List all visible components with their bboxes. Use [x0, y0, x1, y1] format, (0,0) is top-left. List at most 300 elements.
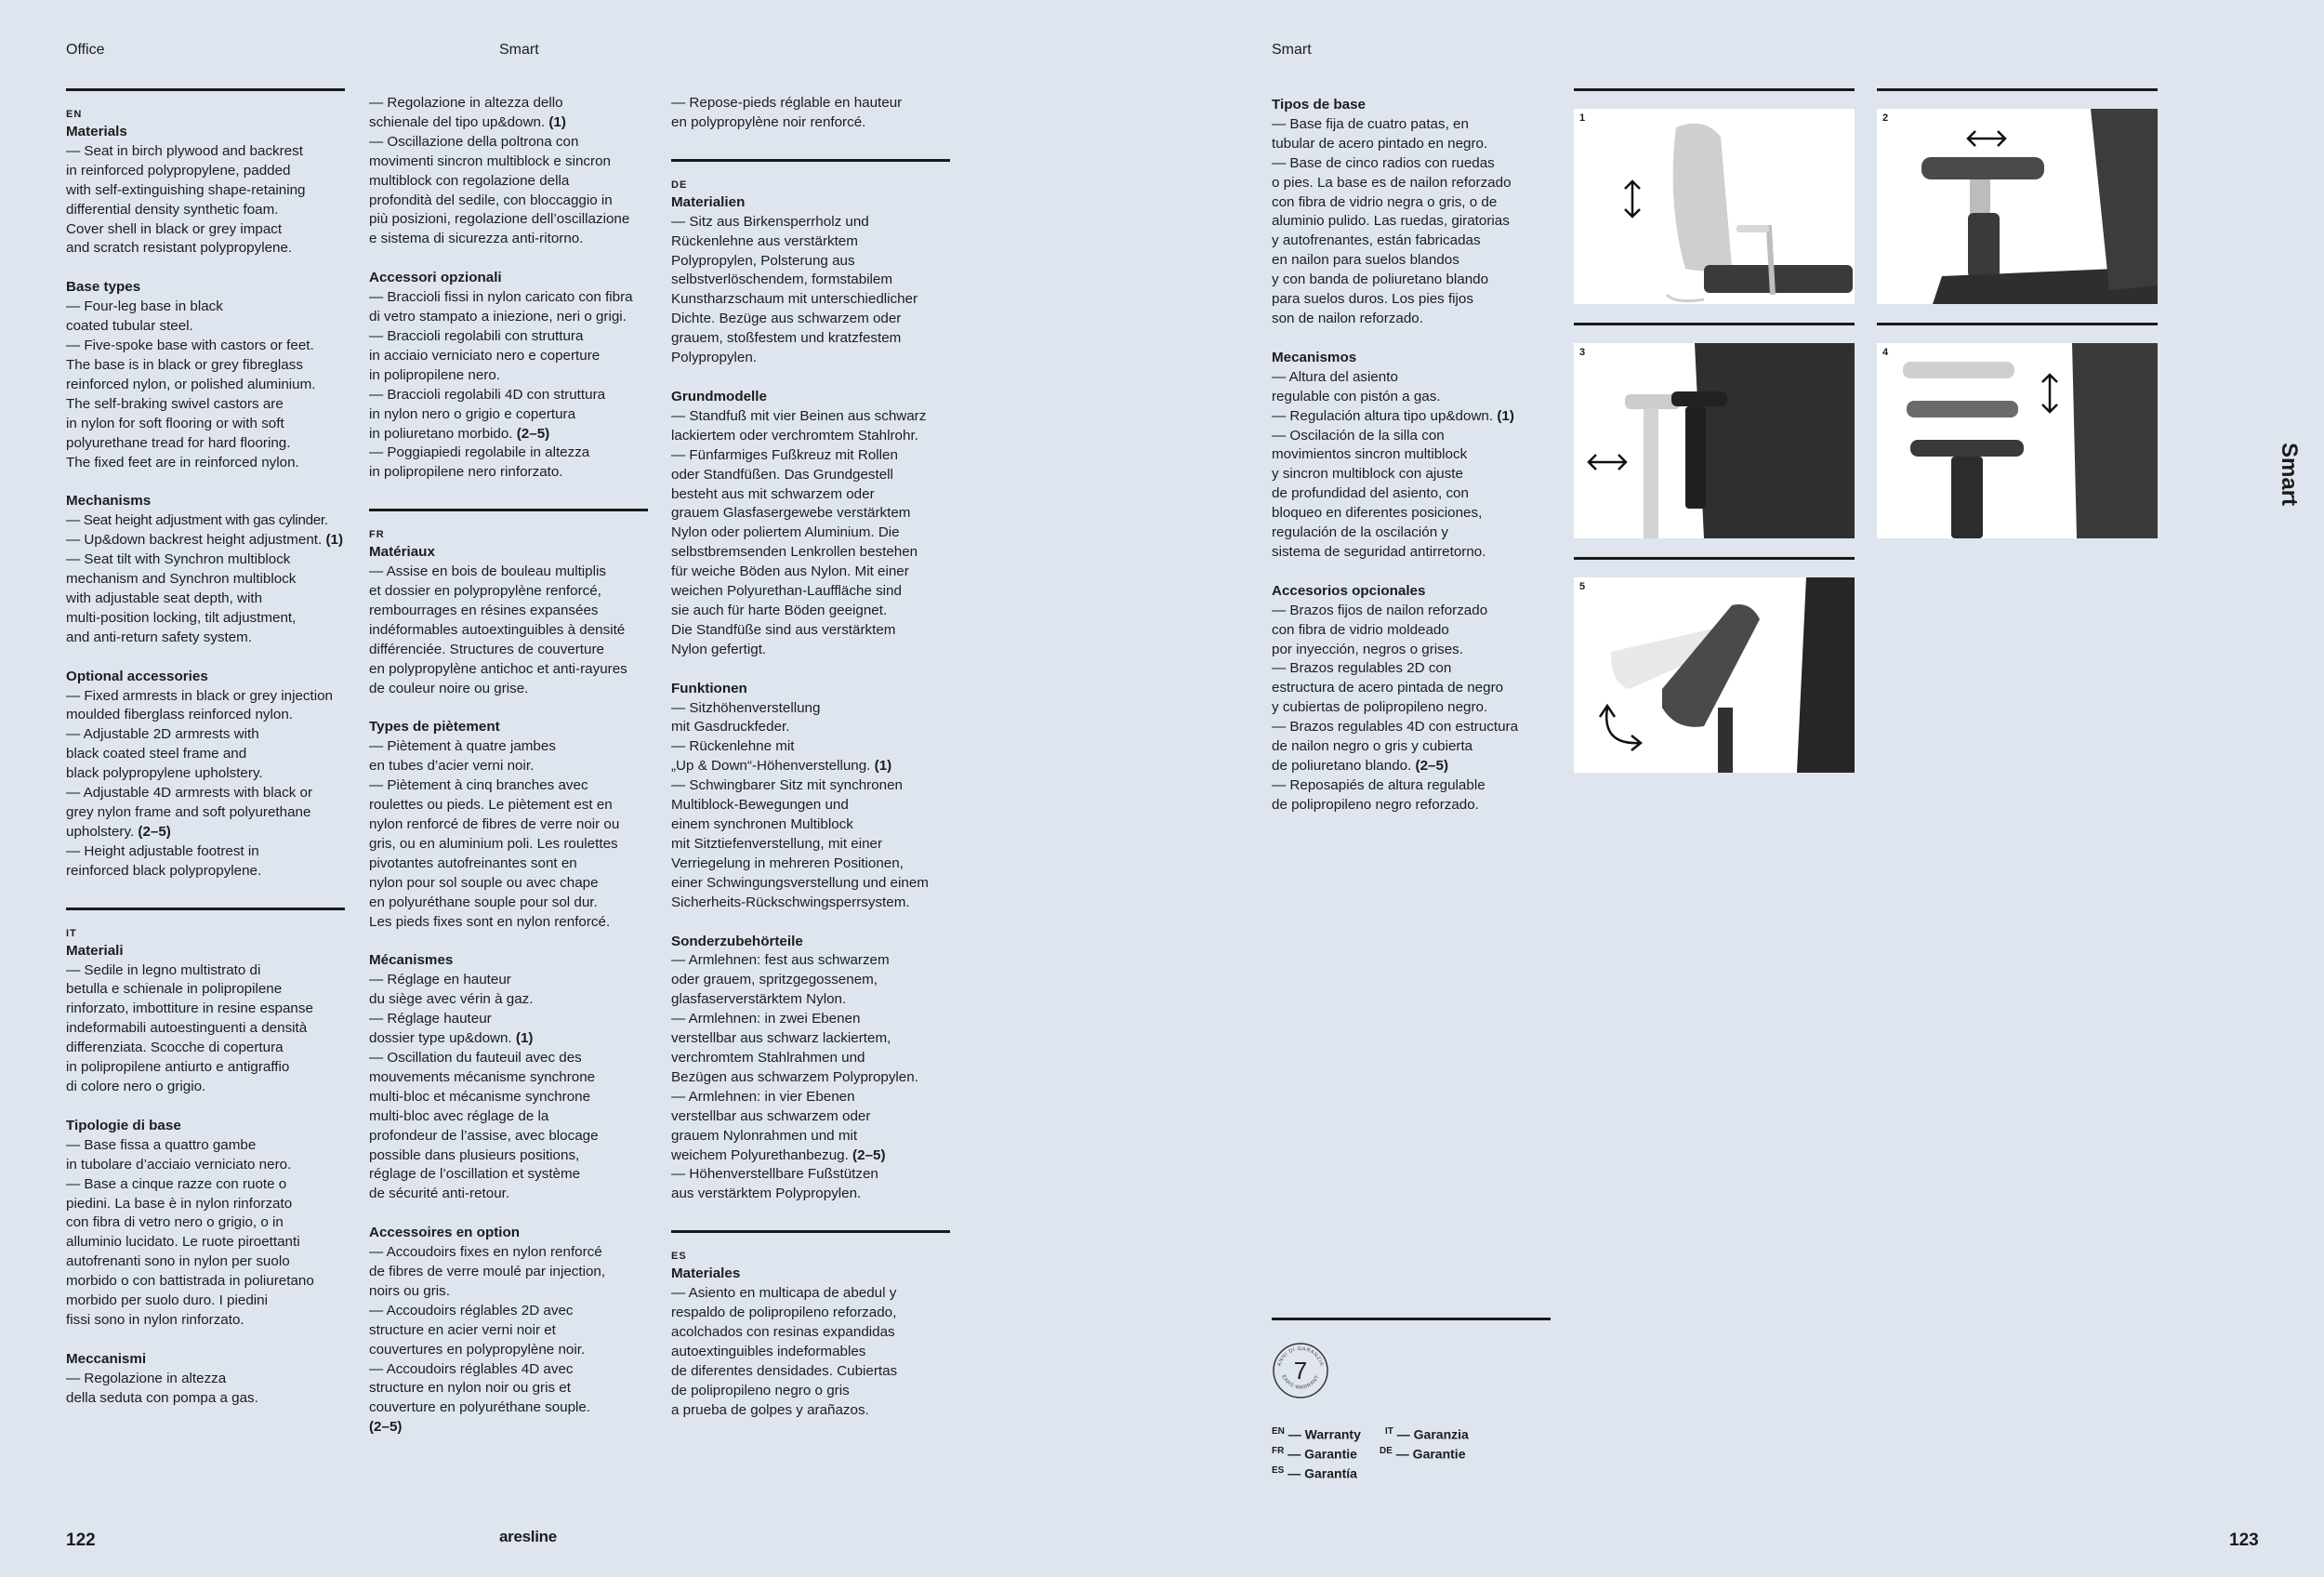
- de-optional: [671, 933, 950, 1205]
- section-heading: Materials: [66, 124, 127, 139]
- text-line: Polypropylen.: [671, 350, 758, 366]
- text-line: [369, 1029, 648, 1049]
- text-line: in polipropilene nero.: [369, 366, 501, 383]
- section-heading: Materiales: [671, 1266, 741, 1282]
- text-line: — Fixed armrests in black or grey injection: [66, 687, 333, 704]
- warranty-item: [1272, 1442, 1357, 1464]
- section-heading: Mechanisms: [66, 493, 152, 510]
- text-line: nylon renforcé de fibres de verre noir ou: [369, 816, 620, 832]
- text-line: — Altura del asiento: [1272, 368, 1398, 385]
- text-line: para suelos duros. Los pies fijos: [1272, 291, 1473, 308]
- ref: (1): [1497, 407, 1514, 424]
- text-line: più posizioni, regolazione dell’oscillazione: [369, 211, 630, 228]
- text-line: regulable con pistón a gas.: [1272, 388, 1441, 404]
- text-line: — Accoudoirs fixes en nylon renforcé: [369, 1244, 602, 1261]
- text-line: grauem Nylonrahmen und mit: [671, 1127, 858, 1144]
- text-line: in reinforced polypropylene, padded: [66, 162, 291, 179]
- text-line: mit Gasdruckfeder.: [671, 719, 790, 735]
- text-line: structure en acier verni noir et: [369, 1321, 556, 1338]
- text-line: in tubolare d’acciaio verniciato nero.: [66, 1156, 292, 1173]
- lang-label-en: EN: [66, 109, 83, 120]
- fr-materials: [369, 543, 648, 698]
- divider: [1574, 88, 1855, 91]
- text-line: — Poggiapiedi regolabile in altezza: [369, 444, 590, 461]
- ref: (1): [515, 1030, 534, 1047]
- vertical-arrow-icon: [1625, 181, 1640, 217]
- lang-code: ES: [1272, 1465, 1285, 1476]
- text-line: verchromtem Stahlrahmen und: [671, 1049, 865, 1066]
- text-line: de diferentes densidades. Cubiertas: [671, 1362, 898, 1379]
- text-line: de profundidad del asiento, con: [1272, 485, 1469, 502]
- text-line: — Brazos fijos de nailon reforzado: [1272, 602, 1488, 618]
- section-heading: Matériaux: [369, 544, 435, 561]
- text-line: con fibra di vetro nero o grigio, o in: [66, 1214, 284, 1231]
- de-mechanisms: [671, 680, 950, 913]
- text-line: oder Standfüßen. Das Grundgestell: [671, 466, 893, 483]
- product-photo-2: [1877, 109, 2158, 304]
- warranty-item: [1272, 1423, 1361, 1444]
- text-line: structure en nylon noir ou gris et: [369, 1380, 571, 1397]
- text-line: moulded fiberglass reinforced nylon.: [66, 707, 293, 723]
- photo-number: 4: [1882, 347, 1889, 358]
- text-line: Rückenlehne aus verstärktem: [671, 232, 858, 249]
- fr-mechanisms: [369, 951, 648, 1204]
- section-heading: Base types: [66, 279, 141, 296]
- section-heading: Materialien: [671, 193, 746, 210]
- rotate-arrow-icon: [1600, 706, 1641, 750]
- product-photo-3: [1574, 343, 1855, 538]
- text-line: — Base a cinque razze con ruote o: [66, 1175, 287, 1192]
- label: — Warranty: [1287, 1426, 1361, 1442]
- text-line: roulettes ou pieds. Le piètement est en: [369, 797, 613, 814]
- text-line: de couleur noire ou grise.: [369, 680, 529, 696]
- warranty-item: [1272, 1462, 1357, 1483]
- text: dossier type up&down.: [369, 1030, 512, 1047]
- ref: (1): [325, 532, 344, 549]
- text-line: de polipropileno negro o gris: [671, 1382, 850, 1398]
- text-line: — Braccioli regolabili 4D con struttura: [369, 386, 606, 403]
- text-line: sistema de seguridad antirretorno.: [1272, 543, 1486, 560]
- text-line: black polypropylene upholstery.: [66, 765, 263, 782]
- section-heading: Accessori opzionali: [369, 270, 502, 286]
- vertical-arrow-icon: [2042, 375, 2057, 412]
- text-line: con fibra de vidrio negra o gris, o de: [1272, 193, 1498, 210]
- text-line: mouvements mécanisme synchrone: [369, 1068, 596, 1085]
- text-line: acolchados con resinas expandidas: [671, 1323, 895, 1340]
- text-line: — Brazos regulables 4D con estructura: [1272, 719, 1519, 735]
- seat-depth-image: [1574, 343, 1855, 538]
- text-line: — Seat height adjustment with gas cylinder.: [66, 512, 328, 529]
- text-line: multi-bloc avec réglage de la: [369, 1107, 549, 1124]
- text-line: — Brazos regulables 2D con: [1272, 660, 1452, 677]
- label: — Garantie: [1287, 1446, 1357, 1462]
- text-line: morbido per suolo duro. I piedini: [66, 1292, 268, 1309]
- text-line: Verriegelung in mehreren Positionen,: [671, 855, 904, 871]
- text: weichem Polyurethanbezug.: [671, 1146, 849, 1163]
- photo-number: 2: [1882, 113, 1889, 124]
- divider: [1574, 323, 1855, 325]
- armrest-rotation-image: [1574, 577, 1855, 773]
- it-materials: [66, 942, 345, 1097]
- text-line: — Base fissa a quattro gambe: [66, 1136, 257, 1153]
- text-line: di vetro stampato a iniezione, neri o grigi.: [369, 309, 627, 325]
- text-line: glasfaserverstärktem Nylon.: [671, 991, 847, 1008]
- fr-optional-start: [369, 1224, 648, 1438]
- text-line: für weiche Böden aus Nylon. Mit einer: [671, 563, 909, 580]
- text-line: and anti-return safety system.: [66, 629, 253, 645]
- text-line: with self-extinguishing shape-retaining: [66, 181, 306, 198]
- text: de poliuretano blando.: [1272, 758, 1412, 774]
- text-line: movimientos sincron multiblock: [1272, 446, 1468, 463]
- ref: (1): [874, 758, 892, 775]
- text-line: [66, 531, 345, 550]
- text-line: betulla e schienale in polipropilene: [66, 981, 283, 998]
- chair-backrest-image: [1574, 109, 1855, 304]
- text-line: lackiertem oder verchromtem Stahlrohr.: [671, 427, 918, 444]
- badge-top-text: ANNI DI GARANZIA: [1276, 1345, 1325, 1368]
- text-line: con fibra de vidrio moldeado: [1272, 621, 1449, 638]
- text-line: couvertures en polypropylène noir.: [369, 1341, 586, 1358]
- text-line: — Oscillazione della poltrona con: [369, 133, 579, 150]
- text-line: [671, 1146, 950, 1166]
- text-line: in nylon nero o grigio e copertura: [369, 405, 576, 422]
- text-line: einer Schwingungsverstellung und einem: [671, 874, 929, 891]
- column-3: [671, 94, 950, 1439]
- text-line: — Oscilación de la silla con: [1272, 427, 1445, 444]
- text-line: possible dans plusieurs positions,: [369, 1146, 580, 1163]
- es-base: [1272, 96, 1551, 329]
- text-line: mit Sitztiefenverstellung, mit einer: [671, 835, 883, 852]
- text-line: du siège avec vérin à gaz.: [369, 991, 534, 1008]
- text-line: oder grauem, spritzgegossenem,: [671, 972, 878, 988]
- text-line: The base is in black or grey fibreglass: [66, 356, 303, 373]
- text: — Regulación altura tipo up&down.: [1272, 407, 1494, 424]
- text-line: [1272, 407, 1551, 427]
- text-line: — Réglage hauteur: [369, 1011, 492, 1027]
- text-line: Dichte. Bezüge aus schwarzem oder: [671, 311, 902, 327]
- it-mechanisms-start: [66, 1350, 345, 1409]
- photo-number: 5: [1579, 581, 1586, 592]
- text-line: with adjustable seat depth, with: [66, 590, 263, 606]
- text-line: — Assise en bois de bouleau multiplis: [369, 563, 606, 580]
- text-line: nylon pour sol souple ou avec chape: [369, 874, 599, 891]
- text-line: — Asiento en multicapa de abedul y: [671, 1285, 897, 1302]
- en-materials: [66, 123, 345, 258]
- section-heading: Funktionen: [671, 680, 747, 696]
- text-line: — Standfuß mit vier Beinen aus schwarz: [671, 407, 927, 424]
- text-line: [671, 757, 950, 776]
- text-line: autoextinguibles indeformables: [671, 1343, 866, 1359]
- armrest-2d-image: [1877, 109, 2158, 304]
- armrest-height-image: [1877, 343, 2158, 538]
- fr-optional-cont: [671, 94, 950, 133]
- label: — Garanzia: [1396, 1426, 1469, 1442]
- ref: (2–5): [369, 1419, 403, 1436]
- text-line: sie auch für harte Böden geeignet.: [671, 602, 888, 618]
- text-line: son de nailon reforzado.: [1272, 310, 1423, 326]
- es-materials: [671, 1265, 950, 1420]
- text-line: [1272, 757, 1551, 776]
- text-line: e sistema di sicurezza anti-ritorno.: [369, 231, 584, 247]
- text-line: de nailon negro o gris y cubierta: [1272, 738, 1473, 755]
- text-line: regulación de la oscilación y: [1272, 524, 1448, 541]
- text-line: Multiblock-Bewegungen und: [671, 797, 849, 814]
- warranty-item: [1380, 1442, 1466, 1464]
- text-line: weichen Polyurethan-Lauffläche sind: [671, 583, 902, 600]
- text-line: autofrenanti sono in nylon per suolo: [66, 1253, 290, 1270]
- lang-label-fr: FR: [369, 529, 385, 541]
- text-line: fissi sono in nylon rinforzato.: [66, 1311, 244, 1328]
- text-line: grauem, stoßfestem und kratzfestem: [671, 330, 902, 347]
- text-line: rembourrages en résines expansées: [369, 602, 599, 618]
- brand-logo: aresline: [499, 1528, 557, 1545]
- de-materials: [671, 193, 950, 368]
- text-line: de fibres de verre moulé par injection,: [369, 1264, 606, 1280]
- ref: (2–5): [138, 823, 171, 840]
- text-line: grey nylon frame and soft polyurethane: [66, 804, 311, 820]
- text-line: Nylon oder poliertem Aluminium. Die: [671, 524, 900, 541]
- text-line: differential density synthetic foam.: [66, 201, 279, 218]
- text-line: estructura de acero pintada de negro: [1272, 680, 1504, 696]
- text-line: y sincron multiblock con ajuste: [1272, 466, 1463, 483]
- text: „Up & Down“-Höhenverstellung.: [671, 758, 871, 775]
- text-line: Sicherheits-Rückschwingsperrsystem.: [671, 894, 910, 910]
- text-line: — Base fija de cuatro patas, en: [1272, 115, 1469, 132]
- product-photo-5: [1574, 577, 1855, 773]
- text-line: — Accoudoirs réglables 2D avec: [369, 1302, 574, 1319]
- column-4: [1272, 96, 1551, 835]
- badge-bottom-text: EARS WARRANT: [1280, 1373, 1321, 1391]
- divider: [66, 908, 345, 910]
- text-line: Kunstharzschaum mit unterschiedlicher: [671, 291, 918, 308]
- photo-number: 1: [1579, 113, 1586, 124]
- text-line: Polypropylen, Polsterung aus: [671, 252, 855, 269]
- text-line: — Seat in birch plywood and backrest: [66, 142, 303, 159]
- text-line: The self-braking swivel castors are: [66, 395, 284, 412]
- divider: [66, 88, 345, 91]
- text-line: — Schwingbarer Sitz mit synchronen: [671, 777, 904, 794]
- column-1: [66, 88, 345, 1428]
- lang-code: EN: [1272, 1426, 1285, 1437]
- page-number-right: 123: [2229, 1531, 2259, 1550]
- text-line: couverture en polyuréthane souple.: [369, 1399, 591, 1416]
- text-line: en polyuréthane souple pour sol dur.: [369, 894, 598, 910]
- text-line: — Armlehnen: fest aus schwarzem: [671, 952, 890, 969]
- ref: (2–5): [852, 1146, 886, 1163]
- text-line: aluminio pulido. Las ruedas, giratorias: [1272, 213, 1510, 230]
- section-heading: Grundmodelle: [671, 388, 767, 404]
- lang-code: FR: [1272, 1446, 1285, 1456]
- text-line: — Sitzhöhenverstellung: [671, 699, 821, 716]
- text-line: y cubiertas de polipropileno negro.: [1272, 699, 1488, 716]
- text-line: [369, 113, 648, 133]
- text-line: pivotantes autofreinantes sont en: [369, 855, 577, 871]
- text-line: Die Standfüße sind aus verstärktem: [671, 621, 896, 638]
- text-line: black coated steel frame and: [66, 746, 247, 762]
- product-photo-1: [1574, 109, 1855, 304]
- section-heading: Tipologie di base: [66, 1117, 181, 1133]
- section-heading: Materiali: [66, 942, 124, 959]
- text-line: verstellbar aus schwarzem oder: [671, 1107, 871, 1124]
- divider: [369, 509, 648, 511]
- page-title-left: Smart: [499, 42, 539, 58]
- text-line: — Rückenlehne mit: [671, 738, 795, 755]
- text-line: respaldo de polipropileno reforzado,: [671, 1305, 897, 1321]
- text-line: — Höhenverstellbare Fußstützen: [671, 1166, 878, 1183]
- text-line: tubular de acero pintado en negro.: [1272, 135, 1488, 152]
- text-line: de polipropileno negro reforzado.: [1272, 796, 1479, 813]
- text-line: — Height adjustable footrest in: [66, 842, 259, 859]
- section-heading: Types de piètement: [369, 719, 500, 735]
- text-line: [66, 823, 345, 842]
- divider: [671, 159, 950, 162]
- text-line: and scratch resistant polypropylene.: [66, 240, 293, 257]
- ref: (2–5): [516, 425, 550, 442]
- lang-label-it: IT: [66, 927, 77, 939]
- text-line: [369, 425, 648, 444]
- label: — Garantie: [1395, 1446, 1466, 1462]
- text-line: en polypropylène noir renforcé.: [671, 113, 866, 130]
- it-mechanisms-cont: [369, 94, 648, 249]
- text-line: — Accoudoirs réglables 4D avec: [369, 1360, 574, 1377]
- text-line: selbstbremsenden Lenkrollen bestehen: [671, 544, 918, 561]
- text: upholstery.: [66, 823, 135, 840]
- text-line: Nylon gefertigt.: [671, 641, 767, 657]
- text-line: y con banda de poliuretano blando: [1272, 272, 1489, 288]
- es-mechanisms: [1272, 349, 1551, 563]
- horizontal-arrow-icon: [1589, 455, 1626, 470]
- text-line: profondeur de l’assise, avec blocage: [369, 1127, 599, 1144]
- text-line: — Piètement à quatre jambes: [369, 738, 556, 755]
- divider: [1272, 1318, 1551, 1320]
- text-line: multi-bloc et mécanisme synchrone: [369, 1088, 591, 1105]
- text-line: — Fünfarmiges Fußkreuz mit Rollen: [671, 446, 898, 463]
- text-line: — Adjustable 4D armrests with black or: [66, 785, 313, 802]
- text-line: einem synchronen Multiblock: [671, 816, 853, 832]
- text-line: — Four-leg base in black: [66, 298, 223, 315]
- text-line: en tubes d’acier verni noir.: [369, 758, 535, 775]
- divider: [1877, 323, 2158, 325]
- text-line: in acciaio verniciato nero e coperture: [369, 347, 601, 364]
- text: in poliuretano morbido.: [369, 425, 513, 442]
- text-line: — Adjustable 2D armrests with: [66, 726, 259, 743]
- text-line: mechanism and Synchron multiblock: [66, 571, 297, 588]
- text-line: Cover shell in black or grey impact: [66, 220, 283, 237]
- text-line: indeformabili autoestinguenti a densità: [66, 1020, 308, 1037]
- text-line: reinforced black polypropylene.: [66, 862, 262, 879]
- it-base: [66, 1117, 345, 1331]
- it-optional: [369, 269, 648, 483]
- section-label: Office: [66, 42, 105, 58]
- warranty-years: 7: [1293, 1357, 1308, 1385]
- text-line: y autofrenantes, están fabricadas: [1272, 232, 1481, 249]
- text-line: — Five-spoke base with castors or feet.: [66, 338, 314, 354]
- product-photo-4: [1877, 343, 2158, 538]
- de-base: [671, 388, 950, 660]
- lang-code: IT: [1385, 1426, 1393, 1437]
- text-line: The fixed feet are in reinforced nylon.: [66, 454, 299, 470]
- warranty-badge: [1272, 1342, 1329, 1404]
- text-line: — Braccioli fissi in nylon caricato con fibra: [369, 289, 633, 306]
- text-line: selbstverlöschendem, formstabilem: [671, 272, 893, 288]
- text-line: o pies. La base es de nailon reforzado: [1272, 174, 1512, 191]
- section-heading: Tipos de base: [1272, 97, 1367, 113]
- column-2: [369, 94, 648, 1457]
- text-line: profondità del sedile, con bloccaggio in: [369, 192, 613, 208]
- horizontal-arrow-icon: [1968, 131, 2005, 146]
- text-line: reinforced nylon, or polished aluminium.: [66, 376, 316, 392]
- text-line: besteht aus mit schwarzem oder: [671, 485, 875, 502]
- page-title-right: Smart: [1272, 42, 1312, 58]
- text-line: de sécurité anti-retour.: [369, 1186, 510, 1202]
- en-mechanisms: [66, 492, 345, 647]
- text-line: Bezügen aus schwarzem Polypropylen.: [671, 1068, 918, 1085]
- text-line: et dossier en polypropylène renforcé,: [369, 583, 601, 600]
- text-line: — Réglage en hauteur: [369, 972, 511, 988]
- label: — Garantía: [1287, 1465, 1357, 1481]
- text-line: grauem Glasfasergewebe verstärktem: [671, 505, 911, 522]
- fr-base: [369, 718, 648, 932]
- text-line: — Braccioli regolabili con struttura: [369, 327, 584, 344]
- section-heading: Optional accessories: [66, 668, 208, 684]
- en-base: [66, 278, 345, 472]
- text-line: — Regolazione in altezza: [66, 1370, 227, 1386]
- text-line: in nylon for soft flooring or with soft: [66, 415, 284, 431]
- page-number-left: 122: [66, 1531, 96, 1550]
- text-line: por inyección, negros o grises.: [1272, 641, 1463, 657]
- text-line: — Base de cinco radios con ruedas: [1272, 154, 1495, 171]
- es-optional: [1272, 582, 1551, 815]
- text-line: aus verstärktem Polypropylen.: [671, 1186, 862, 1202]
- vertical-section-title: Smart: [2277, 443, 2302, 507]
- text-line: différenciée. Structures de couverture: [369, 641, 604, 657]
- text-line: multi-position locking, tilt adjustment,: [66, 609, 297, 626]
- text-line: multiblock con regolazione della: [369, 172, 570, 189]
- divider: [1877, 88, 2158, 91]
- lang-label-es: ES: [671, 1251, 687, 1263]
- text-line: polyurethane tread for hard flooring.: [66, 434, 291, 451]
- text-line: morbido o con battistrada in poliuretano: [66, 1273, 314, 1290]
- text-line: — Reposapiés de altura regulable: [1272, 776, 1486, 793]
- text-line: di colore nero o grigio.: [66, 1078, 206, 1094]
- text-line: — Seat tilt with Synchron multiblock: [66, 551, 291, 568]
- lang-code: DE: [1380, 1446, 1393, 1456]
- text: schienale del tipo up&down.: [369, 113, 546, 130]
- text-line: — Piètement à cinq branches avec: [369, 777, 588, 794]
- text-line: bloqueo en diferentes posiciones,: [1272, 505, 1483, 522]
- text: — Up&down backrest height adjustment.: [66, 532, 323, 549]
- ref: (2–5): [1415, 758, 1449, 774]
- section-heading: Mecanismos: [1272, 349, 1357, 365]
- text-line: gris, ou en aluminium poli. Les roulettes: [369, 835, 618, 852]
- text-line: réglage de l’oscillation et système: [369, 1166, 581, 1183]
- text-line: — Armlehnen: in vier Ebenen: [671, 1088, 855, 1105]
- text-line: verstellbar aus schwarz lackiertem,: [671, 1030, 891, 1047]
- text-line: movimenti sincron multiblock e sincron: [369, 152, 611, 169]
- text-line: differenziata. Scocche di copertura: [66, 1040, 284, 1056]
- text-line: noirs ou gris.: [369, 1282, 450, 1299]
- text-line: coated tubular steel.: [66, 318, 193, 335]
- section-heading: Sonderzubehörteile: [671, 933, 803, 949]
- text-line: piedini. La base è in nylon rinforzato: [66, 1195, 293, 1212]
- text-line: — Oscillation du fauteuil avec des: [369, 1049, 582, 1066]
- text-line: in polipropilene antiurto e antigraffio: [66, 1059, 290, 1076]
- text-line: — Sedile in legno multistrato di: [66, 961, 261, 978]
- text-line: alluminio lucidato. Le ruote piroettanti: [66, 1234, 300, 1251]
- text-line: a prueba de golpes y arañazos.: [671, 1401, 869, 1418]
- divider: [671, 1230, 950, 1233]
- divider: [1574, 557, 1855, 560]
